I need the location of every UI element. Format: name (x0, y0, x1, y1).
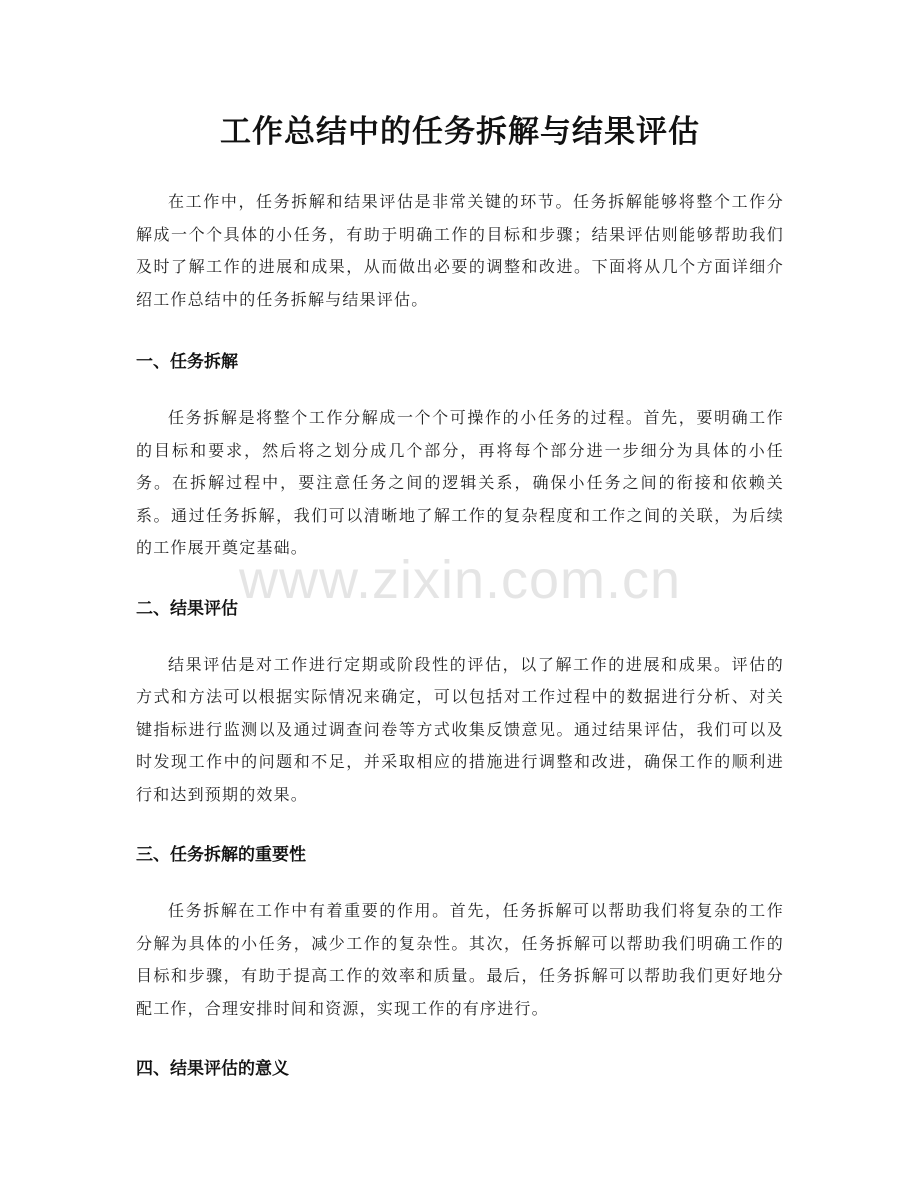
section-body-result-evaluation: 结果评估是对工作进行定期或阶段性的评估，以了解工作的进展和成果。评估的方式和方法可以根据实际情况来确定，可以包括对工作过程中的数据进行分析、对关键指标进行监测以及通过调查问卷等方式收集反馈意见。通过结果评估，我们可以及时发现工作中的问题和不足，并采取相应的措施进行调整和改进，确保工作的顺利进行和达到预期的效果。 (136, 654, 784, 804)
section-heading-task-breakdown: 一、任务拆解 (136, 352, 238, 372)
intro-paragraph: 在工作中，任务拆解和结果评估是非常关键的环节。任务拆解能够将整个工作分解成一个个具体的小任务，有助于明确工作的目标和步骤；结果评估则能够帮助我们及时了解工作的进展和成果，从而做出必要的调整和改进。下面将从几个方面详细介绍工作总结中的任务拆解与结果评估。 (136, 192, 784, 309)
watermark: www.zixin.com.cn (238, 550, 682, 610)
section-heading-evaluation-meaning: 四、结果评估的意义 (136, 1059, 289, 1079)
section-heading-breakdown-importance: 三、任务拆解的重要性 (136, 845, 306, 865)
section-heading-result-evaluation: 二、结果评估 (136, 598, 238, 619)
section-body-breakdown-importance: 任务拆解在工作中有着重要的作用。首先，任务拆解可以帮助我们将复杂的工作分解为具体的小任务，减少工作的复杂性。其次，任务拆解可以帮助我们明确工作的目标和步骤，有助于提高工作的效率和质量。最后，任务拆解可以帮助我们更好地分配工作，合理安排时间和资源，实现工作的有序进行。 (136, 901, 784, 1018)
document-title: 工作总结中的任务拆解与结果评估 (220, 114, 700, 150)
section-body-task-breakdown: 任务拆解是将整个工作分解成一个个可操作的小任务的过程。首先，要明确工作的目标和要求，然后将之划分成几个部分，再将每个部分进一步细分为具体的小任务。在拆解过程中，要注意任务之间的逻辑关系，确保小任务之间的衔接和依赖关系。通过任务拆解，我们可以清晰地了解工作的复杂程度和工作之间的关联，为后续的工作展开奠定基础。 (136, 408, 784, 557)
